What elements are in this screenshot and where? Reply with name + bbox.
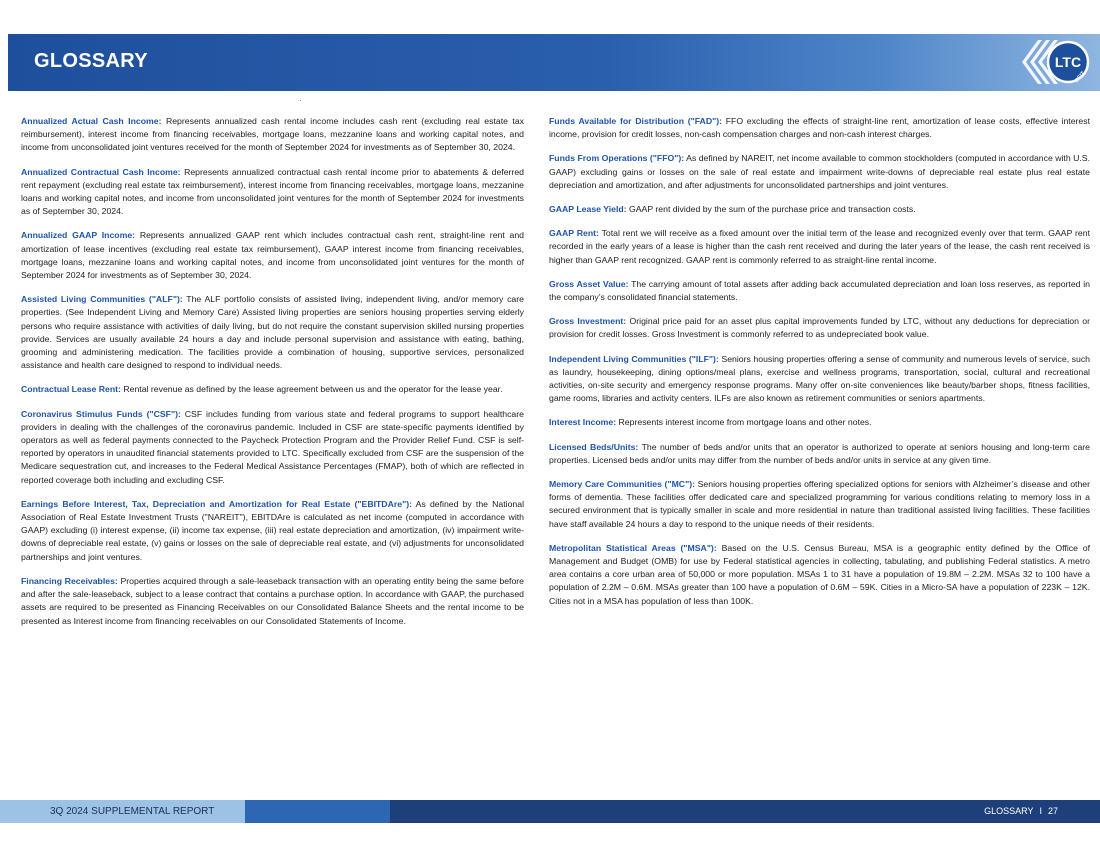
glossary-entry	[549, 353, 1090, 406]
glossary-definition: The number of beds and/or units that an operator is authorized to operate at seniors housing and long-term care properties. Licensed beds and/or units may differ from the number of beds and/or units in service at any given time.	[549, 441, 1091, 465]
glossary-definition: Properties acquired through a sale-leaseback transaction with an operating entity being the same before and after the sale-leaseback, subject to a lease contract that contains a purchase option. In accordance with GAAP, the purchased assets are required to be presented as Financing Receivables on our Consolidated Balance Sheets and the rental income to be presented as Interest income from financing receivables on our Consolidated Statements of Income.	[21, 575, 525, 626]
glossary-entry	[21, 293, 524, 372]
glossary-definition: As defined by the National Association of Real Estate Investment Trusts ("NAREIT"), EBITDAre is calculated as net income (computed in accordance with GAAP) excluding (i) interest expense, (ii) income tax expense, (iii) real estate depreciation and amortization, (iv) impairment write-downs of depreciable real estate, (v) gains or losses on the sale of depreciable real estate, and (vi) adjustments for unconsolidated partnerships and joint ventures.	[21, 498, 525, 562]
ltc-reit-logo	[992, 34, 1092, 91]
glossary-term: Licensed Beds/Units:	[549, 441, 639, 452]
glossary-definition: Based on the U.S. Census Bureau, MSA is a geographic entity defined by the Office of Management and Budget (OMB) for use by Federal statistical agencies in collecting, tabulating, and publishing Federal statistics. A metro area contains a core urban area of 50,000 or more population. MSAs 1 to 31 have a population of 19.8M – 2.2M. MSAs 32 to 100 have a population of 2.2M – 0.6M. MSAs greater than 100 have a population of 0.6M – 59K. Cities in a Micro-SA have a population of 223K – 12K. Cities not in a MSA has population of less than 100K.	[549, 542, 1091, 606]
glossary-entry	[21, 383, 524, 396]
glossary-left-column	[21, 115, 524, 639]
logo-text: LTC	[1054, 54, 1082, 70]
glossary-definition: FFO excluding the effects of straight-line rent, amortization of lease costs, effective interest income, provision for credit losses, non-cash compensation charges and non-cash interest charges.	[549, 116, 1091, 140]
footer-separator: I	[1039, 806, 1042, 816]
page-header	[8, 34, 1100, 91]
glossary-term: Funds Available for Distribution ("FAD"):	[549, 116, 722, 126]
glossary-term: Metropolitan Statistical Areas ("MSA"):	[549, 542, 717, 553]
glossary-definition: Represents interest income from mortgage loans and other notes.	[618, 417, 872, 428]
glossary-right-column	[549, 115, 1090, 619]
glossary-definition: CSF includes funding from various state and federal programs to support healthcare providers in dealing with the challenges of the coronavirus pandemic. Included in CSF are state-specific payments identified by operators as well as federal payments connected to the Paycheck Protection Program and the Provider Relief Fund. CSF is self-reported by operators in unaudited financial statements provided to LTC. Specifically excluded from CSF are the suspension of the Medicare sequestration cut, and increases to the Federal Medical Assistance Percentages (FMAP), both of which are reflected in reported coverage both including and excluding CSF.	[21, 408, 524, 485]
glossary-term: Interest Income:	[549, 417, 617, 428]
glossary-entry	[549, 115, 1090, 141]
glossary-term: Annualized Contractual Cash Income:	[21, 166, 181, 177]
glossary-definition: Total rent we will receive as a fixed amount over the initial term of the lease and recognized evenly over that term. GAAP rent recorded in the early years of a lease is higher than the cash rent received and during the later years of the lease, the cash rent received is higher than GAAP rent recognized. GAAP rent is commonly referred to as straight-line rental income.	[549, 228, 1090, 265]
glossary-definition: Original price paid for an asset plus capital improvements funded by LTC, without any deductions for depreciation or provision for credit losses. Gross Investment is commonly referred to as undepreciated book value.	[549, 316, 1090, 340]
glossary-entry	[549, 203, 1090, 216]
glossary-term: GAAP Rent:	[549, 228, 599, 239]
glossary-definition: Rental revenue as defined by the lease agreement between us and the operator for the lease year.	[123, 384, 503, 395]
glossary-definition: Seniors housing properties offering a sense of community and numerous levels of service, such as laundry, housekeeping, dining options/meal plans, exercise and wellness programs, transportation, social, cultural and recreational activities, on-site security and emergency response programs. Many offer on-site conveniences like beauty/barber shops, fitness facilities, game rooms, libraries and activity centers. ILFs are also known as retirement communities or seniors apartments.	[549, 353, 1091, 404]
glossary-definition: GAAP rent divided by the sum of the purchase price and transaction costs.	[629, 204, 916, 215]
glossary-entry	[21, 498, 524, 564]
glossary-term: Financing Receivables:	[21, 575, 118, 586]
glossary-term: Annualized Actual Cash Income:	[21, 116, 162, 126]
glossary-entry	[549, 542, 1090, 608]
glossary-definition: As defined by NAREIT, net income available to common stockholders (computed in accordance with U.S. GAAP) excluding gains or losses on the sale of real estate and impairment write-downs of depreciable real estate plus real estate depreciation and amortization, and after adjustments for unconsolidated partnerships and joint ventures.	[549, 153, 1090, 190]
page-title: GLOSSARY	[34, 50, 148, 72]
glossary-term: Earnings Before Interest, Tax, Depreciation and Amortization for Real Estate ("EBITDAre"):	[21, 498, 412, 509]
glossary-definition: Represents annualized cash rental income includes cash rent (excluding real estate tax reimbursement), interest income from financing receivables, mortgage loans, mezzanine loans and working capital notes, and income from unconsolidated joint ventures received for the month of September 2024 for investments as of September 30, 2024.	[21, 116, 525, 153]
glossary-entry	[549, 478, 1090, 531]
glossary-definition: Represents annualized contractual cash rental income prior to abatements & deferred rent repayment (excluding real estate tax reimbursement), interest income from financing receivables, mortgage loans, mezzanine loans and working capital notes, and income from unconsolidated joint ventures for the month of September 2024 for investments as of September 30, 2024.	[21, 166, 524, 217]
glossary-term: Coronavirus Stimulus Funds ("CSF"):	[21, 408, 181, 419]
glossary-entry	[21, 166, 524, 219]
glossary-term: Gross Asset Value:	[549, 278, 629, 289]
glossary-definition: The ALF portfolio consists of assisted living, independent living, and/or memory care properties. (See Independent Living and Memory Care) Assisted living properties are seniors housing properties serving elderly persons who require assistance with activities of daily living, but do not require the constant supervision skilled nursing properties provide. Services are usually available 24 hours a day and include personal supervision and assistance with eating, bathing, grooming and administering medication. The facilities provide a combination of housing, supportive services, personalized assistance and health care designed to respond to individual needs.	[21, 294, 524, 371]
stray-dot	[300, 100, 301, 101]
glossary-definition: Represents annualized GAAP rent which includes contractual cash rent, straight-line rent and amortization of lease incentives (excluding real estate tax reimbursement), GAAP interest income from financing receivables, mortgage loans, mezzanine loans and working capital notes, and income from unconsolidated joint ventures for the month of September 2024 for investments as of September 30, 2024.	[21, 230, 524, 281]
glossary-entry	[549, 315, 1090, 341]
glossary-term: Annualized GAAP Income:	[21, 230, 136, 241]
glossary-entry	[549, 416, 1090, 429]
glossary-term: Gross Investment:	[549, 316, 627, 327]
glossary-entry	[21, 229, 524, 282]
glossary-term: Funds From Operations ("FFO"):	[549, 153, 685, 164]
glossary-definition: Seniors housing properties offering specialized options for seniors with Alzheimer’s disease and other forms of dementia. These facilities offer dedicated care and specialized programming for various conditions relating to memory loss in a secured environment that is typically smaller in scale and more residential in nature than traditional assisted living facilities. These facilities have staff available 24 hours a day to respond to the unique needs of their residents.	[549, 479, 1090, 529]
glossary-term: Independent Living Communities ("ILF"):	[549, 353, 719, 364]
glossary-entry	[549, 441, 1090, 467]
glossary-term: Memory Care Communities ("MC"):	[549, 479, 695, 490]
glossary-entry	[549, 152, 1090, 192]
glossary-definition: The carrying amount of total assets after adding back accumulated depreciation and loan loss reserves, as reported in the company’s consolidated financial statements.	[549, 278, 1090, 303]
glossary-term: Assisted Living Communities ("ALF"):	[21, 294, 183, 305]
page-footer	[0, 800, 1100, 823]
glossary-entry	[21, 115, 524, 155]
glossary-entry	[21, 408, 524, 487]
logo-subtext: REIT	[1073, 70, 1087, 85]
glossary-entry	[549, 278, 1090, 304]
footer-band-mid	[245, 800, 390, 823]
glossary-entry	[21, 575, 524, 628]
footer-report-title: 3Q 2024 SUPPLEMENTAL REPORT	[50, 806, 215, 817]
glossary-entry	[549, 227, 1090, 267]
glossary-term: GAAP Lease Yield:	[549, 204, 627, 215]
glossary-term: Contractual Lease Rent:	[21, 384, 121, 395]
footer-section-name: GLOSSARY	[984, 806, 1034, 816]
footer-section	[978, 806, 1058, 816]
footer-page-number: 27	[1047, 806, 1058, 816]
